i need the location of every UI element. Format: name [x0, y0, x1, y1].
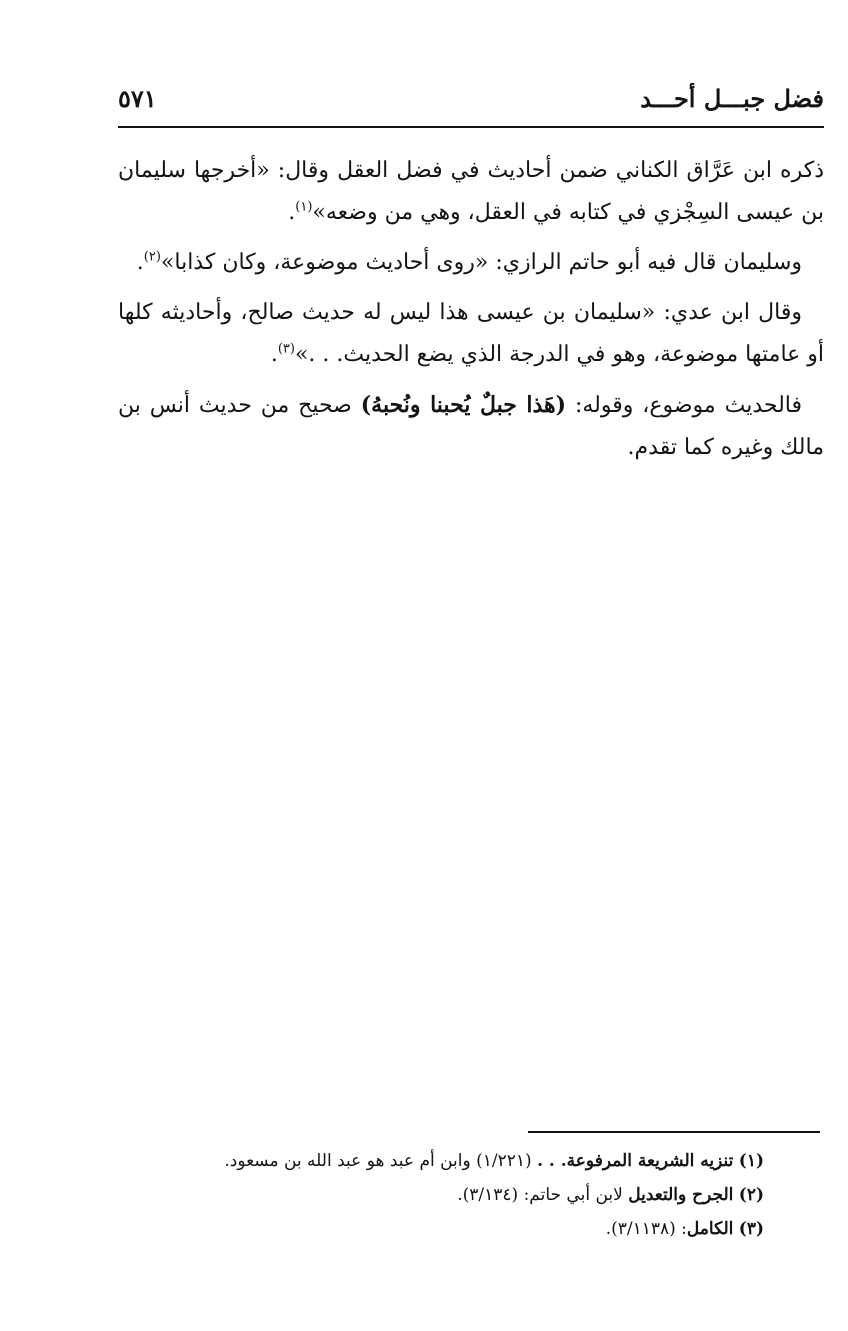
paragraph-1 — [118, 150, 824, 234]
footnote-text: : (٣/١١٣٨). — [605, 1219, 687, 1239]
paragraph-end: . — [270, 342, 278, 367]
footnote-text: (١/٢٢١) وابن أم عبد هو عبد الله بن مسعود. — [224, 1151, 538, 1171]
paragraph-end: . — [136, 250, 144, 275]
footnote-marker-1[interactable]: (١) — [295, 199, 313, 215]
footnote-source: الجرح والتعديل — [628, 1185, 734, 1205]
paragraph-text: وقال ابن عدي: «سليمان بن عيسى هذا ليس له حديث صالح، وأحاديثه كلها أو عامتها موضوعة، وهو في الدرجة الذي يضع الحديث. . .» — [118, 300, 824, 367]
hadith-quote: (هَذا جبلٌ يُحبنا ونُحبهُ) — [360, 392, 567, 418]
footnote-marker-2[interactable]: (٢) — [143, 249, 161, 265]
footnote-source: الكامل — [686, 1219, 734, 1239]
paragraph-end: . — [288, 200, 296, 225]
footnote-1 — [118, 1144, 824, 1178]
footnote-2 — [118, 1178, 824, 1212]
paragraph-text: فالحديث موضوع، وقوله: — [566, 393, 802, 418]
footnotes — [118, 1144, 824, 1246]
main-text — [118, 150, 824, 477]
page-header — [118, 74, 824, 114]
footnote-text: لابن أبي حاتم: (٣/١٣٤). — [457, 1185, 629, 1205]
page-number: ٥٧١ — [118, 84, 157, 113]
paragraph-text: ذكره ابن عَرَّاق الكناني ضمن أحاديث في فضل العقل وقال: «أخرجها سليمان بن عيسى السِجْزي في كتابه في العقل، وهي من وضعه» — [118, 158, 824, 225]
footnote-separator — [528, 1131, 820, 1133]
paragraph-text: وسليمان قال فيه أبو حاتم الرازي: «روى أحاديث موضوعة، وكان كذابا» — [160, 250, 802, 275]
footnote-number: (٢) — [738, 1185, 764, 1205]
header-rule — [118, 126, 824, 128]
footnote-marker-3[interactable]: (٣) — [277, 341, 295, 357]
paragraph-3 — [118, 292, 824, 376]
footnote-3 — [118, 1212, 824, 1246]
paragraph-2 — [118, 242, 824, 284]
paragraph-4 — [118, 384, 824, 469]
paragraph-text-end: صحيح من حديث أنس بن مالك وغيره كما تقدم. — [118, 393, 824, 460]
footnote-source: تنزيه الشريعة المرفوعة. . . — [537, 1151, 734, 1171]
footnote-number: (٣) — [738, 1219, 764, 1239]
running-title: فضل جبـــل أحـــد — [640, 84, 824, 113]
footnote-number: (١) — [738, 1151, 764, 1171]
